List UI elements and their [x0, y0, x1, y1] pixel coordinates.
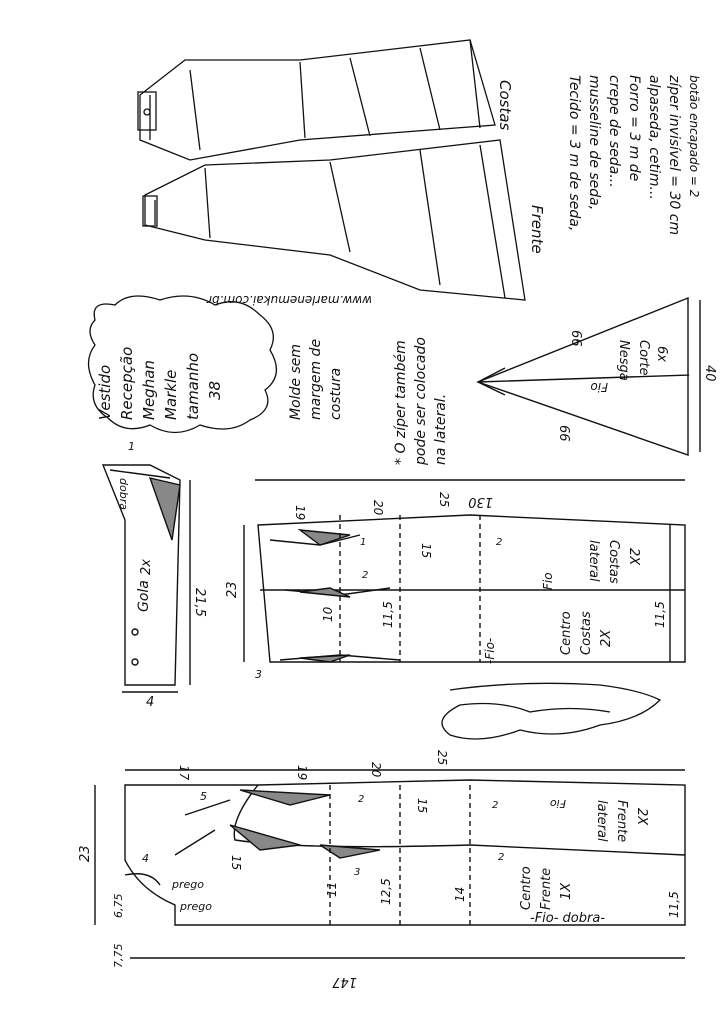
- front-side-label-2: Frente: [614, 800, 629, 843]
- collar-name: Gola: [136, 580, 152, 612]
- godet-label-3: 6x: [654, 346, 669, 362]
- back-seg3: 25: [437, 492, 451, 508]
- front-grain-small: Fio: [549, 797, 566, 810]
- collar-button-2: [132, 659, 138, 665]
- front-d2: 2: [358, 794, 365, 805]
- front-side-cut: 2X: [634, 808, 649, 826]
- materials-line-5: alpaseda, cetim...: [646, 75, 662, 200]
- back-d2: 2: [362, 570, 369, 581]
- back-mid-width: 11,5: [381, 601, 395, 628]
- back-collar: [138, 92, 156, 130]
- seam-note: [288, 339, 344, 420]
- front-prego-1: prego: [172, 878, 204, 891]
- godet-piece: [478, 298, 700, 455]
- back-side-cut: 2X: [626, 548, 641, 566]
- title-line-2: Recepção: [118, 346, 136, 420]
- materials-line-3: crepe de seda...: [606, 75, 622, 188]
- front-view-outline: [145, 140, 525, 300]
- collar-tab: 1: [128, 440, 135, 453]
- front-shoulder-lines: [175, 800, 230, 855]
- front-w4: 11,5: [667, 891, 681, 918]
- front-side-label-1: lateral: [594, 800, 609, 842]
- collar-piece: [103, 465, 190, 692]
- front-center-label-1: Centro: [519, 866, 534, 910]
- front-view-seams: [155, 145, 505, 298]
- back-side-label: [586, 540, 641, 584]
- zipper-note-line-1: * O zíper também: [393, 340, 409, 465]
- back-center-cut: 2X: [599, 629, 614, 647]
- back-center-label: [559, 611, 614, 655]
- front-seg3: 25: [435, 750, 449, 766]
- title-line-4: Markle: [162, 369, 180, 420]
- front-center-label-2: Frente: [539, 867, 554, 910]
- back-seg1: 19: [293, 505, 307, 521]
- seam-note-line-1: Molde sem: [288, 343, 304, 420]
- front-w2: 12,5: [379, 878, 393, 905]
- front-piece: [95, 770, 685, 958]
- front-seg2: 20: [369, 762, 383, 778]
- godet-side-b: 66: [556, 425, 571, 442]
- front-dart1: 15: [229, 855, 243, 871]
- back-hem: 3: [255, 668, 262, 681]
- collar-width: 4: [146, 695, 155, 710]
- back-seg2: 20: [371, 500, 385, 516]
- back-side-label-1: lateral: [586, 540, 601, 582]
- materials-note: [566, 74, 701, 235]
- front-total-length: 147: [332, 974, 357, 989]
- title-line-5: tamanho: [184, 352, 202, 420]
- front-prego-2: prego: [180, 900, 212, 913]
- back-grain-2: -Fio-: [483, 637, 497, 664]
- materials-line-4: Forro = 3 m de: [626, 75, 642, 182]
- collar-button-1: [132, 629, 138, 635]
- back-side-dart: 15: [419, 543, 433, 559]
- front-center-label: [519, 866, 574, 910]
- back-center-label-2: Costas: [579, 611, 594, 655]
- title-cloud: [89, 296, 277, 433]
- zipper-note-line-2: pode ser colocado: [413, 337, 429, 465]
- front-d3: 2: [492, 800, 499, 811]
- materials-line-1: Tecido = 3 m de seda,: [566, 75, 582, 232]
- godet-label-2: Corte: [636, 340, 651, 376]
- godet-labels: [616, 340, 669, 381]
- godet-side-a: 66: [568, 330, 583, 347]
- godet-base: 40: [702, 365, 717, 382]
- front-dart2: 15: [415, 798, 429, 814]
- back-view-seams: [150, 40, 480, 150]
- front-w1: 11: [325, 881, 339, 897]
- website-text: www.marlenemukai.com.br: [207, 293, 372, 307]
- title-text: [96, 347, 224, 420]
- back-center-label-1: Centro: [559, 611, 574, 655]
- collar-length: 21,5: [192, 588, 207, 617]
- signature: [442, 683, 660, 739]
- back-total-length: 130: [468, 494, 493, 509]
- back-grain-1: Fio: [541, 572, 555, 590]
- front-d1: 3: [354, 867, 361, 878]
- back-side-label-2: Costas: [606, 540, 621, 584]
- back-dart-shape: 10: [321, 606, 335, 622]
- materials-line-2: musseline de seda,: [586, 75, 602, 211]
- title-line-1: Vestido: [96, 364, 114, 420]
- title-line-6: 38: [206, 380, 224, 400]
- materials-line-7: botão encapado = 2: [687, 75, 701, 198]
- seam-note-line-3: costura: [328, 367, 344, 420]
- back-right-width: 11,5: [653, 601, 667, 628]
- zipper-note-line-3: na lateral.: [433, 393, 449, 465]
- front-view-label: Frente: [528, 205, 546, 254]
- front-center-cut: 1X: [559, 882, 574, 900]
- front-width: 23: [78, 845, 93, 862]
- godet-centerline: [478, 375, 689, 382]
- front-seg0: 17: [177, 765, 191, 781]
- back-width: 23: [225, 581, 240, 598]
- front-neck2: 7,75: [112, 943, 125, 968]
- zipper-note: [393, 337, 449, 466]
- front-shoulder: 4: [142, 852, 149, 865]
- godet-label-1: Nesga: [616, 340, 631, 381]
- materials-line-6: zíper invisível = 30 cm: [666, 75, 682, 236]
- front-seg1: 19: [295, 765, 309, 781]
- title-line-3: Meghan: [140, 360, 158, 420]
- seam-note-line-2: margem de: [308, 338, 324, 420]
- godet-grain: Fio: [590, 380, 608, 394]
- front-neck1: 6,75: [112, 893, 125, 918]
- back-dart-lines: [270, 535, 400, 660]
- back-d1: 1: [360, 537, 367, 548]
- collar-cut: 2x: [139, 559, 154, 575]
- back-view-label: Costas: [496, 80, 514, 131]
- front-side-label: [594, 800, 649, 842]
- front-d4: 2: [498, 852, 505, 863]
- collar-hatch: [150, 478, 180, 540]
- front-w3: 14: [453, 886, 467, 902]
- back-button: [144, 109, 150, 115]
- back-darts-hatched: [300, 530, 350, 662]
- front-grain-fold: -Fio- dobra-: [530, 911, 606, 926]
- back-d3: 2: [496, 537, 503, 548]
- front-slant: 5: [200, 790, 207, 803]
- dress-sketch: [138, 40, 525, 300]
- collar-fold: dobra: [117, 478, 130, 510]
